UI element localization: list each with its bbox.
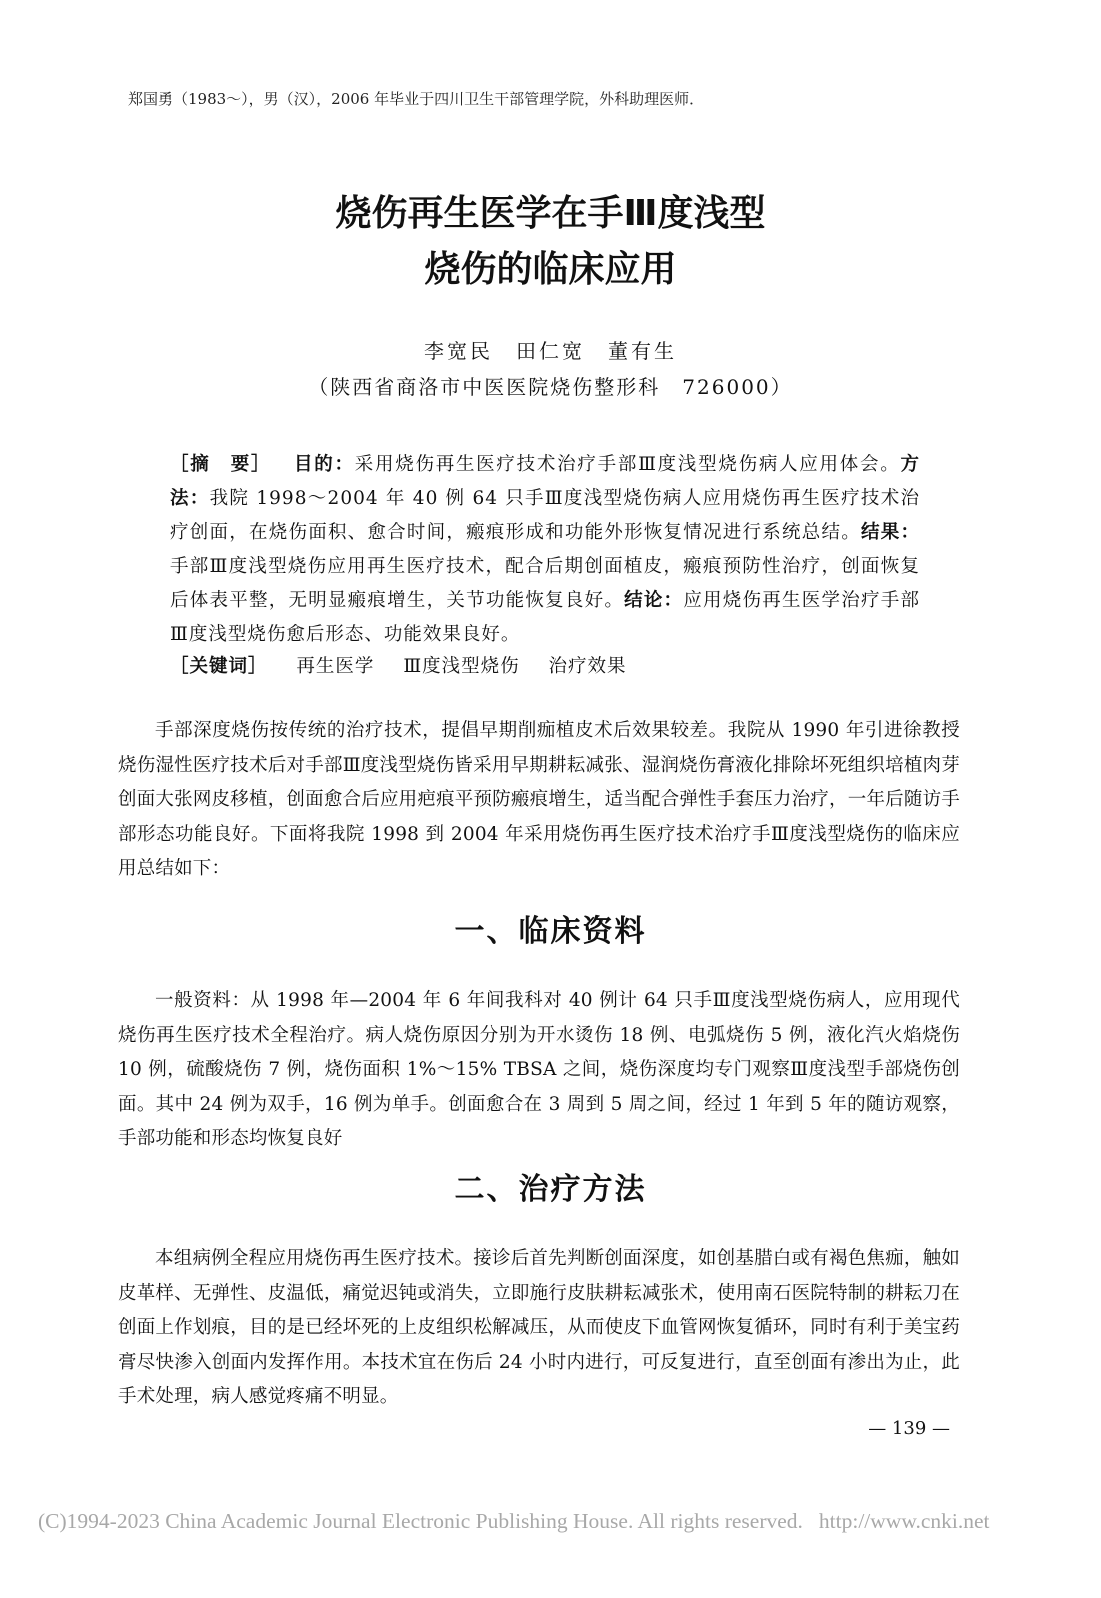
keyword-item: 治疗效果 [548, 656, 627, 677]
keyword-item: 再生医学 [296, 656, 375, 677]
section-heading-clinical-data: 一、临床资料 [454, 914, 647, 949]
purpose-text: 采用烧伤再生医疗技术治疗手部Ⅲ度浅型烧伤病人应用体会。 [354, 454, 901, 475]
treatment-method-paragraph: 本组病例全程应用烧伤再生医疗技术。接诊后首先判断创面深度，如创基腊白或有褐色焦痂，触如皮革样、无弹性、皮温低，痛觉迟钝或消失，立即施行皮肤耕耘减张术，使用南石医院特制的耕耘刀在创面上作划痕，目的是已经坏死的上皮组织松解减压，从而使皮下血管网恢复循环，同时有利于美宝药膏尽快渗入创面内发挥作用。本技术宜在伤后 24 小时内进行，可反复进行，直至创面有渗出为止，此手术处理，病人感觉疼痛不明显。 [118, 1248, 960, 1408]
abstract-label: ［摘 要］ [170, 454, 272, 475]
abstract [170, 448, 920, 652]
keywords [170, 650, 930, 684]
title-line-1: 烧伤再生医学在手Ⅲ度浅型 [335, 193, 766, 234]
clinical-data-paragraph: 一般资料：从 1998 年—2004 年 6 年间我科对 40 例计 64 只手Ⅲ度浅型烧伤病人，应用现代烧伤再生医疗技术全程治疗。病人烧伤原因分别为开水烫伤 18 例、电弧烧伤 5 例，液化汽火焰烧伤 10 例，硫酸烧伤 7 例，烧伤面积 1%～15% TBSA 之间，烧伤深度均专门观察Ⅲ度浅型手部烧伤创面。其中 24 例为双手，16 例为单手。创面愈合在 3 周到 5 周之间，经过 1 年到 5 年的随访观察，手部功能和形态均恢复良好 [118, 990, 960, 1150]
result-text: 手部Ⅲ度浅型烧伤应用再生医疗技术，配合后期创面植皮，瘢痕预防性治疗，创面恢复后体表平整，无明显瘢痕增生，关节功能恢复良好。 [170, 556, 920, 611]
method-text: 我院 1998～2004 年 40 例 64 只手Ⅲ度浅型烧伤病人应用烧伤再生医疗技术治疗创面，在烧伤面积、愈合时间，瘢痕形成和功能外形恢复情况进行系统总结。 [170, 488, 920, 543]
copyright-footer [38, 1506, 1078, 1536]
affiliation: （陕西省商洛市中医医院烧伤整形科 726000） [308, 375, 793, 399]
page-number: — 139 — [868, 1418, 950, 1439]
method-label: 方法： [170, 454, 920, 509]
copyright-text: (C)1994-2023 China Academic Journal Electronic Publishing House. All rights reserved. [38, 1509, 803, 1533]
keywords-label: ［关键词］ [170, 656, 268, 677]
author-list: 李宽民 田仁宽 董有生 [424, 339, 677, 363]
result-label: 结果： [861, 522, 920, 543]
conclusion-text: 应用烧伤再生医学治疗手部Ⅲ度浅型烧伤愈后形态、功能效果良好。 [170, 590, 920, 645]
keyword-item: Ⅲ度浅型烧伤 [403, 656, 520, 677]
conclusion-label: 结论： [624, 590, 684, 611]
purpose-label: 目的： [294, 454, 355, 475]
section-heading-treatment-method: 二、治疗方法 [454, 1172, 647, 1207]
cnki-link[interactable]: http://www.cnki.net [818, 1509, 990, 1533]
article-title [0, 186, 1101, 298]
title-line-2: 烧伤的临床应用 [424, 249, 677, 290]
author-note: 郑国勇（1983～），男（汉），2006 年毕业于四川卫生干部管理学院，外科助理医师． [128, 90, 705, 108]
intro-paragraph: 手部深度烧伤按传统的治疗技术，提倡早期削痂植皮术后效果较差。我院从 1990 年引进徐教授烧伤湿性医疗技术后对手部Ⅲ度浅型烧伤皆采用早期耕耘减张、湿润烧伤膏液化排除坏死组织培植肉芽创面大张网皮移植，创面愈合后应用疤痕平预防瘢痕增生，适当配合弹性手套压力治疗，一年后随访手部形态功能良好。下面将我院 1998 到 2004 年采用烧伤再生医疗技术治疗手Ⅲ度浅型烧伤的临床应用总结如下： [118, 720, 960, 880]
